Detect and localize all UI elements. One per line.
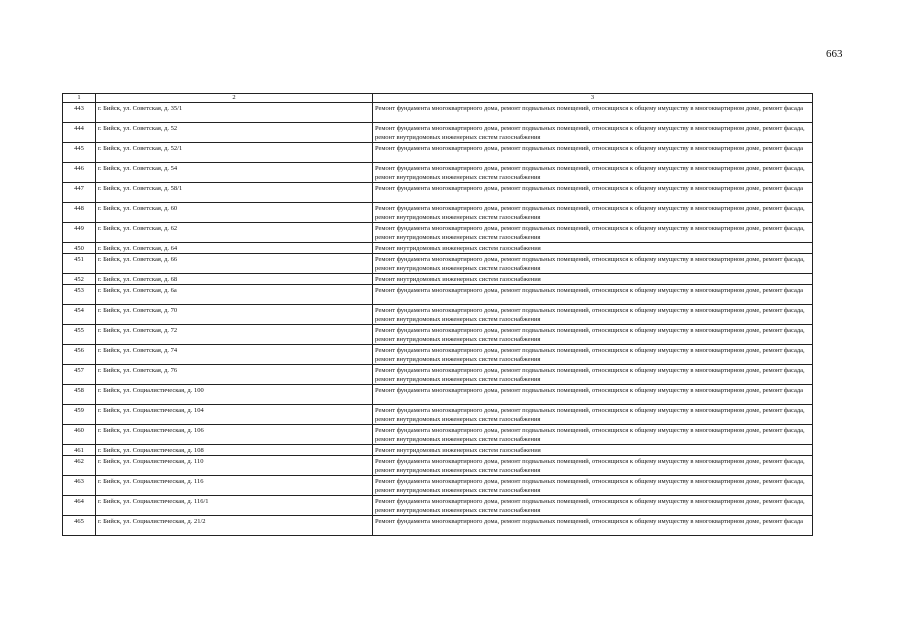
row-address: г. Бийск, ул. Социалистическая, д. 106	[96, 425, 373, 445]
table-row	[63, 254, 813, 274]
page-number: 663	[826, 48, 843, 60]
row-address: г. Бийск, ул. Социалистическая, д. 116	[96, 476, 373, 496]
row-address: г. Бийск, ул. Советская, д. 70	[96, 305, 373, 325]
row-number: 458	[63, 385, 96, 405]
row-work: Ремонт внутридомовых инженерных систем газоснабжения	[373, 274, 813, 285]
row-work: Ремонт фундамента многоквартирного дома, ремонт подвальных помещений, относящихся к общему имуществу в многоквартирном доме, ремонт фасада	[373, 143, 813, 163]
row-address: г. Бийск, ул. Советская, д. 62	[96, 223, 373, 243]
row-work: Ремонт фундамента многоквартирного дома, ремонт подвальных помещений, относящихся к общему имуществу в многоквартирном доме, ремонт фасада, ремонт внутридомовых инженерных систем газоснабжения	[373, 203, 813, 223]
row-work: Ремонт фундамента многоквартирного дома, ремонт подвальных помещений, относящихся к общему имуществу в многоквартирном доме, ремонт фасада	[373, 103, 813, 123]
table-row	[63, 445, 813, 456]
row-address: г. Бийск, ул. Советская, д. 74	[96, 345, 373, 365]
table-row	[63, 243, 813, 254]
row-address: г. Бийск, ул. Советская, д. 76	[96, 365, 373, 385]
row-work: Ремонт фундамента многоквартирного дома, ремонт подвальных помещений, относящихся к общему имуществу в многоквартирном доме, ремонт фасада, ремонт внутридомовых инженерных систем газоснабжения	[373, 223, 813, 243]
row-number: 465	[63, 516, 96, 536]
row-address: г. Бийск, ул. Советская, д. 52/1	[96, 143, 373, 163]
row-number: 447	[63, 183, 96, 203]
row-work: Ремонт фундамента многоквартирного дома, ремонт подвальных помещений, относящихся к общему имуществу в многоквартирном доме, ремонт фасада, ремонт внутридомовых инженерных систем газоснабжения	[373, 305, 813, 325]
table-row	[63, 405, 813, 425]
table-row	[63, 223, 813, 243]
row-number: 463	[63, 476, 96, 496]
table-row	[63, 325, 813, 345]
row-address: г. Бийск, ул. Советская, д. 66	[96, 254, 373, 274]
row-address: г. Бийск, ул. Социалистическая, д. 100	[96, 385, 373, 405]
row-work: Ремонт внутридомовых инженерных систем газоснабжения	[373, 243, 813, 254]
row-work: Ремонт фундамента многоквартирного дома, ремонт подвальных помещений, относящихся к общему имуществу в многоквартирном доме, ремонт фасада	[373, 285, 813, 305]
table-row	[63, 496, 813, 516]
row-number: 452	[63, 274, 96, 285]
row-work: Ремонт фундамента многоквартирного дома, ремонт подвальных помещений, относящихся к общему имуществу в многоквартирном доме, ремонт фасада, ремонт внутридомовых инженерных систем газоснабжения	[373, 365, 813, 385]
row-address: г. Бийск, ул. Социалистическая, д. 110	[96, 456, 373, 476]
row-address: г. Бийск, ул. Социалистическая, д. 21/2	[96, 516, 373, 536]
row-number: 454	[63, 305, 96, 325]
row-number: 456	[63, 345, 96, 365]
row-address: г. Бийск, ул. Советская, д. 54	[96, 163, 373, 183]
row-address: г. Бийск, ул. Советская, д. 72	[96, 325, 373, 345]
table-row	[63, 345, 813, 365]
row-work: Ремонт фундамента многоквартирного дома, ремонт подвальных помещений, относящихся к общему имуществу в многоквартирном доме, ремонт фасада, ремонт внутридомовых инженерных систем газоснабжения	[373, 163, 813, 183]
row-number: 461	[63, 445, 96, 456]
table-row	[63, 163, 813, 183]
table-row	[63, 123, 813, 143]
table-row	[63, 143, 813, 163]
repair-table	[62, 93, 813, 536]
table-row	[63, 203, 813, 223]
header-col-3: 3	[373, 94, 813, 103]
table-header-row	[63, 94, 813, 103]
row-address: г. Бийск, ул. Советская, д. 64	[96, 243, 373, 254]
row-number: 449	[63, 223, 96, 243]
row-number: 464	[63, 496, 96, 516]
table-row	[63, 305, 813, 325]
row-number: 457	[63, 365, 96, 385]
row-number: 460	[63, 425, 96, 445]
row-number: 443	[63, 103, 96, 123]
header-col-1: 1	[63, 94, 96, 103]
row-work: Ремонт фундамента многоквартирного дома, ремонт подвальных помещений, относящихся к общему имуществу в многоквартирном доме, ремонт фасада, ремонт внутридомовых инженерных систем газоснабжения	[373, 425, 813, 445]
row-work: Ремонт фундамента многоквартирного дома, ремонт подвальных помещений, относящихся к общему имуществу в многоквартирном доме, ремонт фасада, ремонт внутридомовых инженерных систем газоснабжения	[373, 496, 813, 516]
repair-table-body	[63, 94, 813, 536]
row-number: 445	[63, 143, 96, 163]
table-row	[63, 103, 813, 123]
row-address: г. Бийск, ул. Советская, д. 58/1	[96, 183, 373, 203]
table-row	[63, 385, 813, 405]
row-work: Ремонт фундамента многоквартирного дома, ремонт подвальных помещений, относящихся к общему имуществу в многоквартирном доме, ремонт фасада, ремонт внутридомовых инженерных систем газоснабжения	[373, 456, 813, 476]
row-address: г. Бийск, ул. Советская, д. 68	[96, 274, 373, 285]
row-work: Ремонт фундамента многоквартирного дома, ремонт подвальных помещений, относящихся к общему имуществу в многоквартирном доме, ремонт фасада, ремонт внутридомовых инженерных систем газоснабжения	[373, 254, 813, 274]
row-address: г. Бийск, ул. Советская, д. 6а	[96, 285, 373, 305]
table-row	[63, 516, 813, 536]
row-number: 462	[63, 456, 96, 476]
row-address: г. Бийск, ул. Советская, д. 52	[96, 123, 373, 143]
row-number: 459	[63, 405, 96, 425]
table-row	[63, 425, 813, 445]
table-row	[63, 274, 813, 285]
row-number: 453	[63, 285, 96, 305]
table-row	[63, 476, 813, 496]
row-number: 451	[63, 254, 96, 274]
row-address: г. Бийск, ул. Социалистическая, д. 108	[96, 445, 373, 456]
row-work: Ремонт фундамента многоквартирного дома, ремонт подвальных помещений, относящихся к общему имуществу в многоквартирном доме, ремонт фасада	[373, 385, 813, 405]
row-work: Ремонт фундамента многоквартирного дома, ремонт подвальных помещений, относящихся к общему имуществу в многоквартирном доме, ремонт фасада, ремонт внутридомовых инженерных систем газоснабжения	[373, 405, 813, 425]
table-row	[63, 456, 813, 476]
table-row	[63, 285, 813, 305]
table-row	[63, 183, 813, 203]
header-col-2: 2	[96, 94, 373, 103]
row-number: 450	[63, 243, 96, 254]
row-work: Ремонт фундамента многоквартирного дома, ремонт подвальных помещений, относящихся к общему имуществу в многоквартирном доме, ремонт фасада, ремонт внутридомовых инженерных систем газоснабжения	[373, 476, 813, 496]
row-address: г. Бийск, ул. Социалистическая, д. 116/1	[96, 496, 373, 516]
row-work: Ремонт фундамента многоквартирного дома, ремонт подвальных помещений, относящихся к общему имуществу в многоквартирном доме, ремонт фасада, ремонт внутридомовых инженерных систем газоснабжения	[373, 325, 813, 345]
row-work: Ремонт внутридомовых инженерных систем газоснабжения	[373, 445, 813, 456]
row-address: г. Бийск, ул. Советская, д. 35/1	[96, 103, 373, 123]
row-work: Ремонт фундамента многоквартирного дома, ремонт подвальных помещений, относящихся к общему имуществу в многоквартирном доме, ремонт фасада	[373, 183, 813, 203]
row-number: 455	[63, 325, 96, 345]
row-number: 448	[63, 203, 96, 223]
row-number: 446	[63, 163, 96, 183]
table-row	[63, 365, 813, 385]
row-number: 444	[63, 123, 96, 143]
row-work: Ремонт фундамента многоквартирного дома, ремонт подвальных помещений, относящихся к общему имуществу в многоквартирном доме, ремонт фасада, ремонт внутридомовых инженерных систем газоснабжения	[373, 123, 813, 143]
row-address: г. Бийск, ул. Советская, д. 60	[96, 203, 373, 223]
row-work: Ремонт фундамента многоквартирного дома, ремонт подвальных помещений, относящихся к общему имуществу в многоквартирном доме, ремонт фасада, ремонт внутридомовых инженерных систем газоснабжения	[373, 345, 813, 365]
row-address: г. Бийск, ул. Социалистическая, д. 104	[96, 405, 373, 425]
row-work: Ремонт фундамента многоквартирного дома, ремонт подвальных помещений, относящихся к общему имуществу в многоквартирном доме, ремонт фасада	[373, 516, 813, 536]
